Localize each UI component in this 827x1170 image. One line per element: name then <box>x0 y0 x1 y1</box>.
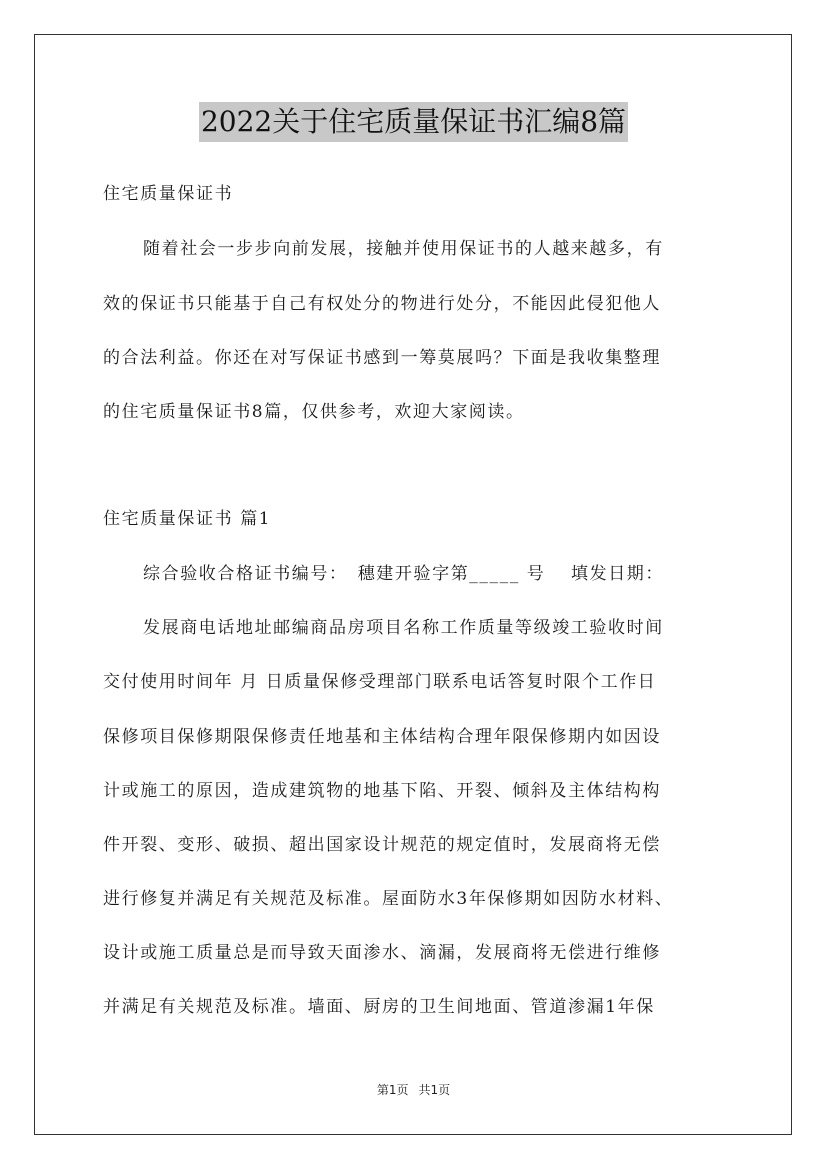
body-line: 发展商电话地址邮编商品房项目名称工作质量等级竣工验收时间 <box>143 618 664 638</box>
page-number: 第1页 <box>376 1083 409 1097</box>
body-line: 保修项目保修期限保修责任地基和主体结构合理年限保修期内如因设 <box>103 727 661 747</box>
intro-line: 的合法利益。你还在对写保证书感到一筹莫展吗？下面是我收集整理 <box>103 348 661 368</box>
section-heading: 住宅质量保证书 <box>103 184 234 204</box>
page-footer <box>0 1082 827 1098</box>
page-total: 共1页 <box>418 1083 451 1097</box>
body-line: 设计或施工质量总是而导致天面渗水、滴漏，发展商将无偿进行维修 <box>103 943 661 963</box>
body-line: 计或施工的原因，造成建筑物的地基下陷、开裂、倾斜及主体结构构 <box>103 781 661 801</box>
intro-line: 的住宅质量保证书8篇，仅供参考，欢迎大家阅读。 <box>103 402 525 422</box>
intro-line: 随着社会一步步向前发展，接触并使用保证书的人越来越多，有 <box>143 239 664 259</box>
intro-line: 效的保证书只能基于自己有权处分的物进行处分，不能因此侵犯他人 <box>103 294 661 314</box>
chapter-heading: 住宅质量保证书 篇1 <box>103 509 272 529</box>
body-line: 件开裂、变形、破损、超出国家设计规范的规定值时，发展商将无偿 <box>103 835 661 855</box>
body-line: 进行修复并满足有关规范及标准。屋面防水3年保修期如因防水材料、 <box>103 889 674 909</box>
document-title: 2022关于住宅质量保证书汇编8篇 <box>199 102 628 142</box>
certificate-line: 综合验收合格证书编号： 穗建开验字第_____ 号 填发日期： <box>143 564 665 584</box>
title-container <box>0 102 827 142</box>
body-line: 交付使用时间年 月 日质量保修受理部门联系电话答复时限个工作日 <box>103 672 657 692</box>
body-line: 并满足有关规范及标准。墙面、厨房的卫生间地面、管道渗漏1年保 <box>103 997 655 1017</box>
